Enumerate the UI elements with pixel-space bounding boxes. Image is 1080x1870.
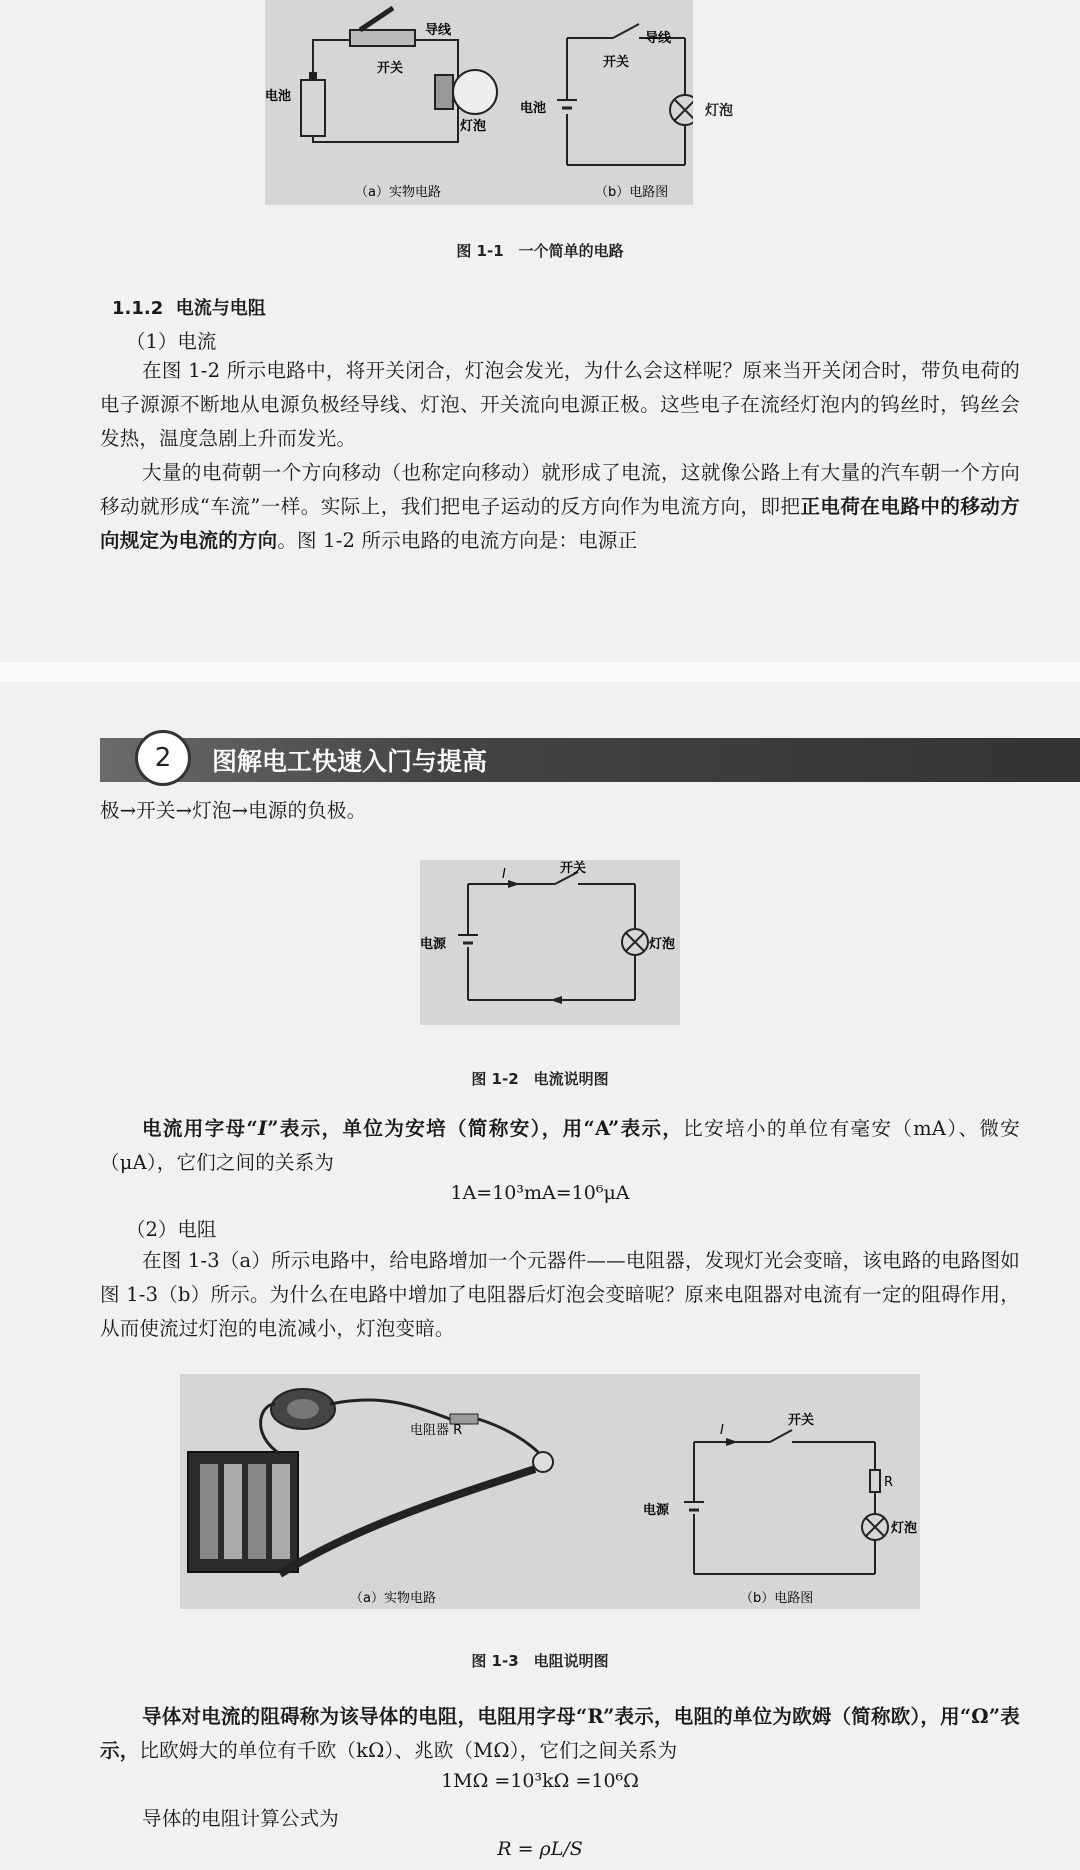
resistor-label: 电阻器 R [410, 1423, 463, 1438]
figure-1-1-drawing [265, 0, 693, 205]
book-title: 图解电工快速入门与提高 [212, 747, 488, 776]
switch [770, 1430, 792, 1442]
figure-1-2 [420, 860, 680, 1025]
section-number: 1.1.2 [112, 298, 164, 319]
units-bold-c: ”表示，单位为安培（简称安），用“A”表示， [267, 1117, 684, 1140]
wire [330, 1400, 450, 1419]
left-caption: （a）实物电路 [355, 185, 441, 200]
figure-1-3-drawing [180, 1374, 920, 1609]
figure-1-2-drawing [420, 860, 680, 1025]
current-subheading: （1）电流 [126, 330, 217, 353]
clip-lead [280, 1469, 535, 1574]
battery-cell [248, 1464, 266, 1559]
current-units-formula: 1A=10³mA=10⁶μA [450, 1182, 630, 1204]
page-bottom [0, 682, 1080, 1870]
wire [478, 1419, 540, 1454]
left-caption: （a）实物电路 [350, 1591, 436, 1606]
battery-terminal [309, 72, 317, 80]
current-arrow [508, 880, 520, 888]
p2-part-c: 。图 1-2 所示电路的电流方向是：电源正 [277, 529, 638, 552]
switch-lever [360, 8, 393, 30]
battery-cell [272, 1464, 290, 1559]
figure-1-3-caption: 图 1-3 电阻说明图 [471, 1652, 609, 1670]
right-battery-label: 电池 [520, 101, 547, 116]
bulb-device [533, 1452, 553, 1472]
figure-1-1 [265, 0, 693, 205]
resistance-paragraph: 在图 1-3（a）所示电路中，给电路增加一个元器件——电阻器，发现灯光会变暗，该电路的电路图如图 1-3（b）所示。为什么在电路中增加了电阻器后灯泡会变暗呢？原来电阻器对电流有一定的阻碍作用，从而使流过灯泡的电流减小，灯泡变暗。 [100, 1249, 1020, 1340]
current-label: I [720, 1423, 724, 1438]
units-bold-a: 电流用字母“ [142, 1117, 258, 1140]
left-bulb-label: 灯泡 [460, 119, 487, 134]
left-wire-label: 导线 [425, 23, 452, 38]
units-plain: 比安培小的单位有毫安（mA）、微安（μA），它们之间的关系为 [100, 1117, 1020, 1174]
schematic-switch [613, 24, 639, 38]
page-number-badge: 2 [135, 730, 191, 786]
p2-part-a: 大量的电荷朝一个方向移动（也称定向移动）就形成了电流，这就像公路上有大量的汽车朝一个方向移动就形成“车流”一样。实际上，我们把电子运动的反方向作为电流方向，即把 [100, 461, 1020, 518]
resistance-formula: R = ρL/S [497, 1838, 583, 1860]
ohm-bold: 导体对电流的阻碍称为该导体的电阻，电阻用字母“R”表示，电阻的单位为欧姆（简称欧），用“Ω”表示， [100, 1705, 1020, 1762]
switch-base [350, 30, 415, 46]
bulb-holder [435, 75, 453, 109]
right-wire-label: 导线 [645, 31, 672, 46]
bulb-label: 灯泡 [891, 1521, 918, 1536]
left-switch-label: 开关 [377, 61, 404, 76]
figure-1-3 [180, 1374, 920, 1609]
units-bold-i: I [257, 1117, 268, 1140]
schematic-bulb [670, 95, 693, 125]
p2-emphasis: 正电荷在电路中的移动方向规定为电流的方向 [100, 495, 1020, 552]
bulb-drawing [453, 70, 497, 114]
fig1-right-bulb-label: 灯泡 [705, 103, 733, 119]
resistance-subheading: （2）电阻 [126, 1218, 217, 1241]
section-title: 电流与电阻 [175, 298, 266, 319]
right-switch-label: 开关 [603, 55, 630, 70]
current-arrow [550, 996, 562, 1004]
current-paragraph-2 [100, 456, 1020, 558]
page-top [0, 0, 1080, 662]
figure-1-2-caption: 图 1-2 电流说明图 [471, 1070, 609, 1088]
source-label: 电源 [420, 937, 447, 952]
resistance-units-formula: 1MΩ =10³kΩ =10⁶Ω [441, 1770, 639, 1792]
section-heading [112, 294, 266, 320]
current-arrow [726, 1438, 738, 1446]
battery-cell [224, 1464, 242, 1559]
units-paragraph [100, 1112, 1020, 1180]
right-caption: （b）电路图 [595, 185, 669, 200]
switch-button [287, 1399, 319, 1419]
left-battery-label: 电池 [265, 89, 292, 104]
page-gap [0, 662, 1080, 682]
battery-cell [200, 1464, 218, 1559]
switch-label: 开关 [560, 861, 587, 876]
right-caption: （b）电路图 [740, 1591, 814, 1606]
battery-drawing [301, 80, 325, 136]
source-label: 电源 [643, 1503, 670, 1518]
ohm-plain: 比欧姆大的单位有千欧（kΩ）、兆欧（MΩ），它们之间关系为 [139, 1739, 678, 1762]
bulb-label: 灯泡 [649, 937, 676, 952]
figure-1-1-caption: 图 1-1 一个简单的电路 [456, 242, 624, 260]
r-label: R [884, 1475, 894, 1490]
resistance-formula-intro: 导体的电阻计算公式为 [142, 1807, 340, 1830]
ohm-paragraph [100, 1700, 1020, 1768]
resistor-symbol [870, 1470, 880, 1492]
continued-text: 极→开关→灯泡→电源的负极。 [100, 799, 367, 822]
switch-label: 开关 [788, 1413, 815, 1428]
current-paragraph-1: 在图 1-2 所示电路中，将开关闭合，灯泡会发光，为什么会这样呢？原来当开关闭合时，带负电荷的电子源源不断地从电源负极经导线、灯泡、开关流向电源正极。这些电子在流经灯泡内的钨丝时，钨丝会发热，温度急剧上升而发光。 [100, 359, 1020, 450]
current-label: I [502, 867, 506, 882]
